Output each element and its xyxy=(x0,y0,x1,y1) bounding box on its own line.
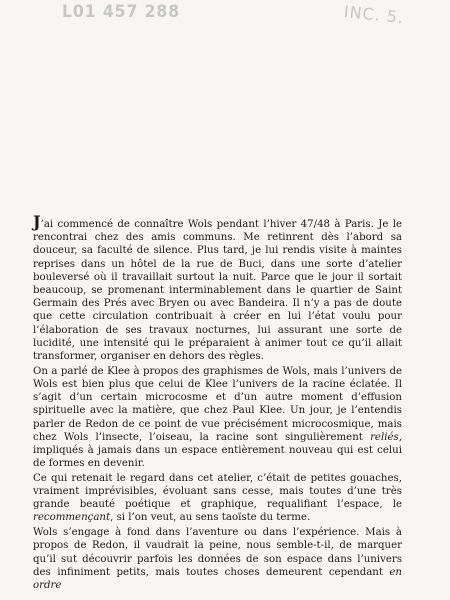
inventory-stamp: INC. 5. xyxy=(343,2,405,28)
paragraph-2 xyxy=(33,365,402,471)
paragraph-3-text-a: Ce qui retenait le regard dans cet atelier, c’était de petites gouaches, vraiment imprévisibles, évoluant sans cesse, mais toutes d’une très grande beauté poétique et graphique, requalifiant l’espace, le xyxy=(33,472,402,511)
paragraph-3-emphasis: recommençant xyxy=(33,512,111,524)
reference-stamp: L01 457 288 xyxy=(62,2,181,22)
paragraph-4-emphasis: en ordre xyxy=(33,566,402,591)
paragraph-1 xyxy=(33,212,402,363)
paragraph-2-text-b: , impliqués à jamais dans un espace entièrement nouveau qui est celui de formes en devenir. xyxy=(33,431,402,470)
paragraph-4 xyxy=(33,526,402,592)
paragraph-4-text-a: Wols s’engage à fond dans l’aventure ou dans l’expérience. Mais à propos de Redon, il vaudrait la peine, nous semble-t-il, de marquer qu’il sut découvrir parfois les données de son espace dans l’univers des infiniment petits, mais toutes choses demeurent cependant xyxy=(33,527,402,578)
paragraph-3-text-b: , si l’on veut, au sens taoïste du terme. xyxy=(110,512,311,524)
paragraph-3 xyxy=(33,472,402,525)
paragraph-2-text-a: On a parlé de Klee à propos des graphismes de Wols, mais l’univers de Wols est bien plus que celui de Klee l’univers de la racine éclatée. Il s’agit d’un certain microcosme et d’un autre moment d’effusion spirituelle avec la matière, que chez Paul Klee. Un jour, je l’entendis parler de Redon de ce point de vue précisément microcosmique, mais chez Wols l’insecte, l’oiseau, la racine sont singulièrement xyxy=(33,365,402,443)
paragraph-2-emphasis: reliés xyxy=(370,431,399,443)
paragraph-1-text: ’ai commencé de connaître Wols pendant l’hiver 47/48 à Paris. Je le rencontrai chez des amis communs. Me retinrent dès l’abord sa douceur, sa faculté de silence. Plus tard, je lui rendis visite à maintes reprises dans un hôtel de la rue de Buci, dans une sorte d’atelier bouleversé où il travaillait surtout la nuit. Parce que le jour il sortait beaucoup, se promenant interminablement dans le quartier de Saint Germain des Prés avec Bryen ou avec Bandeira. Il n’y a pas de doute que cette circulation contribuait à créer en lui l’état voulu pour l’élaboration de ses travaux nocturnes, lui assurant une sorte de lucidité, une intensité qui le préparaient à animer tout ce qu’il allait transformer, organiser en dehors des règles. xyxy=(33,219,402,363)
initial-letter: J xyxy=(33,212,41,231)
body-text xyxy=(33,212,402,592)
